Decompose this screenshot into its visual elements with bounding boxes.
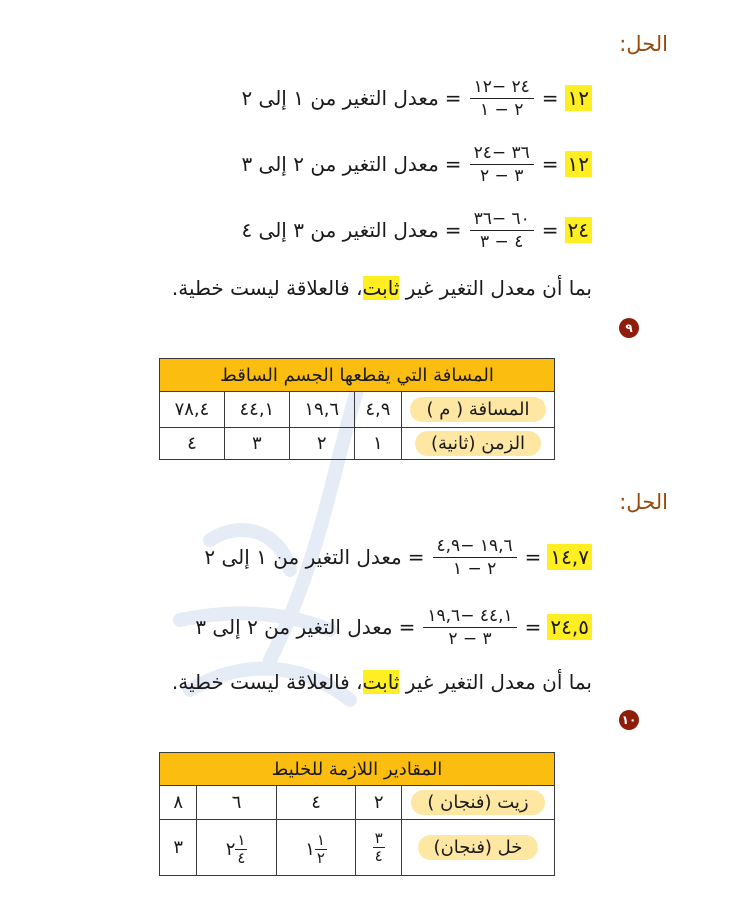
whole-part: ٢ xyxy=(225,838,236,860)
fraction-numerator: ١ xyxy=(237,830,246,849)
fraction-denominator: ٢ − ١ xyxy=(479,99,524,120)
rate-label: معدل التغير من ١ إلى ٢ xyxy=(241,86,439,110)
fraction-denominator: ٣ − ٢ xyxy=(479,165,524,186)
table-cell xyxy=(197,820,277,876)
table-cell xyxy=(356,820,402,876)
fraction-numerator: ١ xyxy=(316,830,325,849)
table-cell: ٤ xyxy=(276,786,356,820)
table-cell: ٨ xyxy=(160,786,197,820)
highlighted-result: ١٢ xyxy=(565,151,592,177)
mixed-number xyxy=(226,832,248,867)
rate-label: معدل التغير من ٣ إلى ٤ xyxy=(241,218,439,242)
equals-sign: = xyxy=(444,218,462,242)
table-cell: ٣ xyxy=(160,820,197,876)
highlighted-result: ١٢ xyxy=(565,85,592,111)
table-cell: ٦ xyxy=(197,786,277,820)
fraction xyxy=(470,208,534,253)
table-cell: ٣ xyxy=(224,428,289,460)
row-label xyxy=(402,820,555,876)
rate-row-1 xyxy=(233,68,592,128)
table-cell: ٢ xyxy=(289,428,354,460)
falling-body-table xyxy=(159,358,555,460)
equals-sign: = xyxy=(541,218,559,242)
fraction-denominator: ٢ xyxy=(316,848,325,867)
table-cell: ١٩,٦ xyxy=(289,392,354,428)
mixed-number xyxy=(305,832,327,867)
fraction xyxy=(470,142,534,187)
fraction xyxy=(470,76,534,121)
rate-row-1 xyxy=(196,527,592,587)
highlighted-result: ٢٤ xyxy=(565,217,592,243)
highlighted-word: ثابت xyxy=(362,670,400,694)
table-cell xyxy=(276,820,356,876)
fraction-denominator: ٤ xyxy=(374,847,383,865)
table-title: المسافة التي يقطعها الجسم الساقط xyxy=(160,359,555,392)
rate-row-3 xyxy=(233,200,592,260)
conclusion-text xyxy=(172,276,592,300)
fraction xyxy=(433,535,517,580)
question-number-badge: ١٠ xyxy=(619,710,639,730)
fraction-numerator: ٢٤ −١٢ xyxy=(470,76,534,99)
table-cell: ٧٨,٤ xyxy=(160,392,225,428)
table-cell: ٤ xyxy=(160,428,225,460)
rate-label: معدل التغير من ١ إلى ٢ xyxy=(204,545,402,569)
fraction-numerator: ٣٦ −٢٤ xyxy=(470,142,534,165)
equals-sign: = xyxy=(524,545,542,569)
fraction xyxy=(373,830,385,865)
fraction xyxy=(423,605,516,650)
conclusion-before: بما أن معدل التغير غير xyxy=(399,276,592,300)
conclusion-text xyxy=(172,670,592,694)
row-label xyxy=(402,392,555,428)
row-label-text: خل (فنجان) xyxy=(418,835,539,860)
fraction xyxy=(315,832,327,867)
mixture-table xyxy=(159,752,555,876)
fraction xyxy=(235,832,247,867)
fraction-denominator: ٤ − ٣ xyxy=(479,231,524,252)
equals-sign: = xyxy=(407,545,425,569)
fraction-numerator: ١٩,٦ −٤,٩ xyxy=(433,535,517,558)
conclusion-after: ، فالعلاقة ليست خطية. xyxy=(171,670,363,694)
fraction-numerator: ٦٠ −٣٦ xyxy=(470,208,534,231)
rate-label: معدل التغير من ٢ إلى ٣ xyxy=(241,152,439,176)
equals-sign: = xyxy=(541,152,559,176)
row-label-text: زيت (فنجان ) xyxy=(411,790,544,815)
row-label xyxy=(402,786,555,820)
fraction-denominator: ٢ − ١ xyxy=(452,558,497,579)
table-cell: ١ xyxy=(354,428,401,460)
equals-sign: = xyxy=(541,86,559,110)
table-cell: ٤,٩ xyxy=(354,392,401,428)
fraction-numerator: ٣ xyxy=(374,829,383,847)
solution-heading: الحل: xyxy=(619,490,668,514)
equals-sign: = xyxy=(524,615,542,639)
rate-row-2 xyxy=(233,134,592,194)
rate-label: معدل التغير من ٢ إلى ٣ xyxy=(195,615,393,639)
solution-heading: الحل: xyxy=(619,32,668,56)
fraction-denominator: ٣ − ٢ xyxy=(448,628,492,649)
table-title: المقادير اللازمة للخليط xyxy=(160,753,555,786)
equals-sign: = xyxy=(444,86,462,110)
highlighted-word: ثابت xyxy=(362,276,400,300)
table-cell: ٢ xyxy=(356,786,402,820)
row-label-text: المسافة ( م ) xyxy=(410,397,545,422)
conclusion-after: ، فالعلاقة ليست خطية. xyxy=(171,276,363,300)
equals-sign: = xyxy=(444,152,462,176)
highlighted-result: ١٤,٧ xyxy=(547,544,592,570)
fraction-numerator: ٤٤,١ −١٩,٦ xyxy=(423,605,516,628)
row-label-text: الزمن (ثانية) xyxy=(415,431,541,456)
table-cell: ٤٤,١ xyxy=(224,392,289,428)
row-label xyxy=(402,428,555,460)
fraction-denominator: ٤ xyxy=(237,848,246,867)
question-number-badge: ٩ xyxy=(619,318,639,338)
equals-sign: = xyxy=(398,615,416,639)
highlighted-result: ٢٤,٥ xyxy=(547,614,592,640)
whole-part: ١ xyxy=(305,838,315,860)
rate-row-2 xyxy=(187,597,592,657)
conclusion-before: بما أن معدل التغير غير xyxy=(399,670,592,694)
